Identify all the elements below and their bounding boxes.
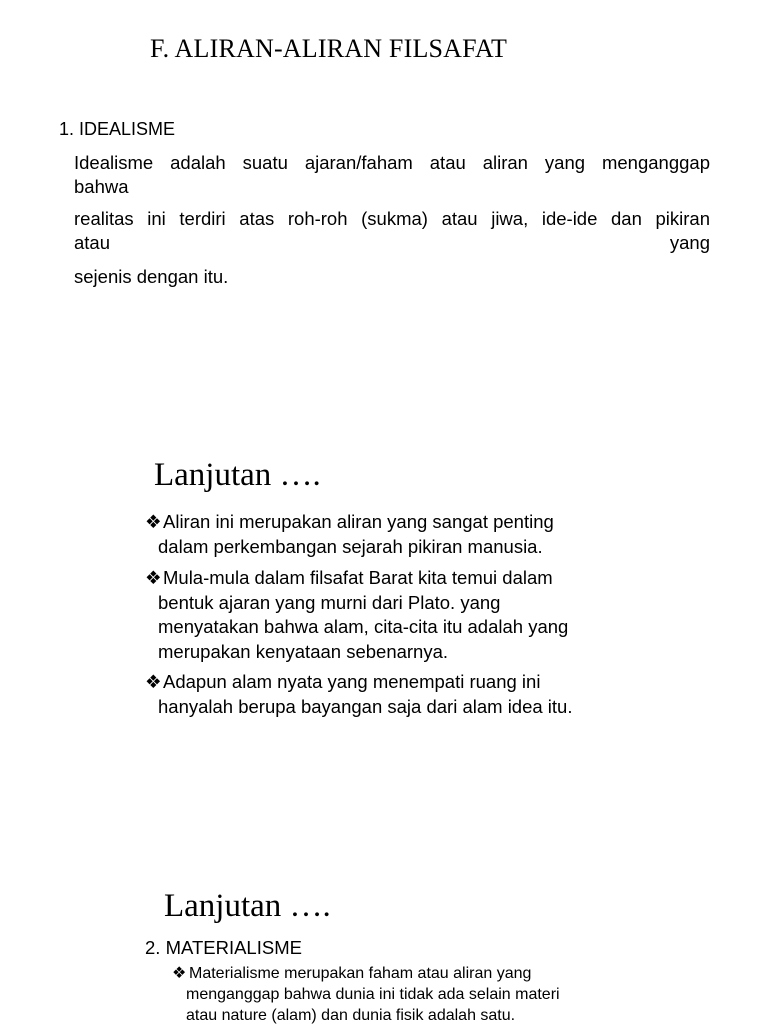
bullet-text: hanyalah berupa bayangan saja dari alam idea itu. xyxy=(158,695,573,717)
bullet-text: bentuk ajaran yang murni dari Plato. yang xyxy=(158,591,501,613)
bullet-item xyxy=(145,670,615,719)
diamond-bullet-icon: ❖ xyxy=(172,965,187,982)
bullet-text: Materialisme merupakan faham atau aliran yang xyxy=(189,965,532,982)
slide3-title: Lanjutan …. xyxy=(164,888,331,924)
bullet-item xyxy=(145,566,615,664)
paragraph-line: realitas ini terdiri atas roh-roh (sukma) atau jiwa, ide-ide dan pikiran xyxy=(74,208,710,229)
slide2-title: Lanjutan …. xyxy=(154,457,321,493)
bullet-text: menyatakan bahwa alam, cita-cita itu adalah yang xyxy=(158,616,569,637)
bullet-text: atau nature (alam) dan dunia fisik adalah satu. xyxy=(186,1007,516,1024)
bullet-text: Adapun alam nyata yang menempati ruang ini xyxy=(163,671,541,692)
bullet-text: merupakan kenyataan sebenarnya. xyxy=(158,640,449,662)
bullet-item xyxy=(145,510,615,559)
section-heading-idealisme: 1. IDEALISME xyxy=(59,119,176,139)
slide1-title: F. ALIRAN-ALIRAN FILSAFAT xyxy=(150,34,508,63)
diamond-bullet-icon: ❖ xyxy=(145,567,162,588)
section-heading-materialisme: 2. MATERIALISME xyxy=(145,937,302,958)
diamond-bullet-icon: ❖ xyxy=(145,511,162,532)
paragraph xyxy=(74,207,710,255)
paragraph xyxy=(74,151,710,199)
paragraph-line: Idealisme adalah suatu ajaran/faham atau aliran yang menganggap xyxy=(74,152,710,173)
paragraph-line: sejenis dengan itu. xyxy=(74,266,229,287)
bullet-text: dalam perkembangan sejarah pikiran manusia. xyxy=(158,535,543,557)
bullet-text: Mula-mula dalam filsafat Barat kita temui dalam xyxy=(163,567,553,588)
bullet-text: Aliran ini merupakan aliran yang sangat penting xyxy=(163,511,554,532)
diamond-bullet-icon: ❖ xyxy=(145,671,162,692)
bullet-text: menganggap bahwa dunia ini tidak ada selain materi xyxy=(186,986,560,1003)
paragraph-line: bahwa xyxy=(74,176,129,197)
bullet-item xyxy=(172,963,622,1026)
paragraph-line: atau yang xyxy=(74,232,710,253)
paragraph xyxy=(74,265,710,289)
